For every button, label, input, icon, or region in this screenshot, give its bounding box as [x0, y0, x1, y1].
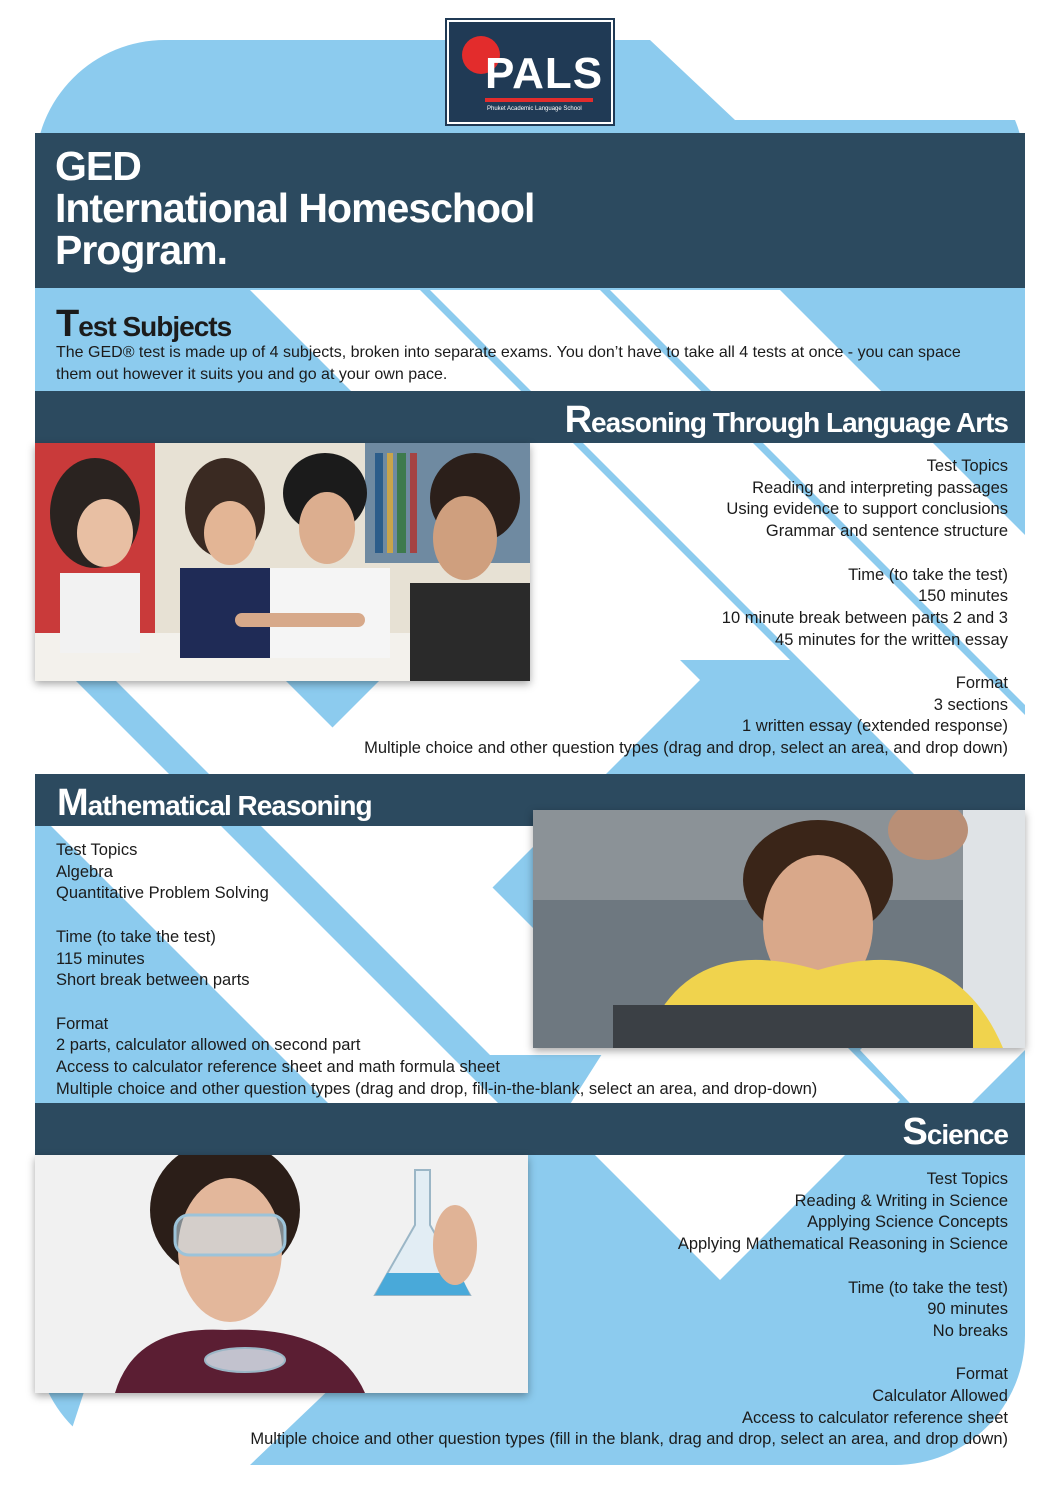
heading-rest: est Subjects	[78, 311, 232, 342]
title-line-2: International Homeschool	[55, 185, 535, 231]
detail-line: Calculator Allowed	[872, 1387, 1008, 1405]
detail-line: No breaks	[932, 1321, 1008, 1340]
detail-line: 1 written essay (extended response)	[742, 717, 1008, 736]
detail-line: Multiple choice and other question types (drag and drop, fill-in-the-blank, select an area, and drop-down)	[56, 1079, 818, 1098]
detail-line: Access to calculator reference sheet and math formula sheet	[56, 1058, 500, 1076]
detail-line	[56, 992, 817, 1014]
detail-line	[364, 651, 1008, 673]
logo-tagline: Phuket Academic Language School	[487, 106, 582, 112]
detail-line: Short break between parts	[56, 971, 250, 990]
detail-line: Applying Mathematical Reasoning in Science	[677, 1235, 1008, 1254]
detail-line: Multiple choice and other question types (drag and drop, select an area, and drop down)	[364, 739, 1008, 758]
title-line-1: GED	[55, 143, 141, 189]
detail-line: 45 minutes for the written essay	[775, 630, 1008, 649]
detail-line: Format	[56, 1014, 109, 1033]
detail-line	[56, 905, 817, 927]
detail-line: Using evidence to support conclusions	[726, 500, 1008, 519]
test-subjects-heading	[56, 303, 231, 346]
pals-logo[interactable]	[447, 20, 613, 124]
detail-line: Applying Science Concepts	[807, 1213, 1008, 1232]
heading-rest: easoning Through Language Arts	[591, 407, 1008, 438]
math-details	[56, 840, 817, 1100]
heading-initial: S	[902, 1111, 927, 1153]
detail-line: Algebra	[56, 862, 113, 881]
title-banner	[35, 133, 1025, 288]
language-arts-details	[364, 456, 1008, 760]
detail-line: Time (to take the test)	[848, 1278, 1008, 1297]
heading-initial: M	[57, 782, 88, 824]
page-title	[55, 145, 534, 271]
detail-line: 90 minutes	[927, 1300, 1008, 1319]
science-details	[250, 1169, 1008, 1451]
language-arts-banner	[35, 391, 1025, 443]
logo-text: PALS	[485, 49, 604, 98]
heading-initial: R	[564, 399, 592, 441]
detail-line: 115 minutes	[56, 949, 145, 968]
detail-line: 2 parts, calculator allowed on second part	[56, 1036, 361, 1055]
logo-underline	[485, 98, 593, 102]
detail-line: Access to calculator reference sheet	[742, 1408, 1008, 1427]
detail-line: 150 minutes	[918, 587, 1008, 606]
detail-line: Format	[955, 674, 1008, 692]
detail-line: 10 minute break between parts 2 and 3	[721, 608, 1008, 627]
heading-rest: cience	[926, 1119, 1008, 1150]
detail-line: Test Topics	[926, 457, 1008, 475]
intro-paragraph: The GED® test is made up of 4 subjects, broken into separate exams. You don’t have to take all 4 tests at once - you can space them out however it suits you and go at your own pace.	[56, 344, 961, 383]
detail-line: Reading & Writing in Science	[794, 1191, 1008, 1210]
detail-line: Grammar and sentence structure	[765, 522, 1008, 541]
detail-line: Quantitative Problem Solving	[56, 884, 269, 903]
language-arts-heading	[565, 399, 1008, 442]
detail-line: Multiple choice and other question types (fill in the blank, drag and drop, select an area, and drop down)	[250, 1430, 1008, 1449]
detail-line	[250, 1343, 1008, 1365]
detail-line: Test Topics	[56, 841, 138, 859]
title-line-3: Program.	[55, 227, 227, 273]
detail-line: 3 sections	[933, 695, 1008, 714]
detail-line	[364, 543, 1008, 565]
math-heading	[57, 782, 372, 825]
detail-line: Format	[955, 1365, 1008, 1384]
science-banner	[35, 1103, 1025, 1155]
detail-line: Reading and interpreting passages	[752, 478, 1008, 497]
detail-line: Time (to take the test)	[848, 565, 1008, 584]
detail-line	[250, 1256, 1008, 1278]
heading-rest: athematical Reasoning	[87, 790, 372, 821]
detail-line: Test Topics	[926, 1170, 1008, 1188]
science-heading	[902, 1111, 1008, 1154]
heading-initial: T	[56, 303, 79, 345]
detail-line: Time (to take the test)	[56, 927, 216, 946]
